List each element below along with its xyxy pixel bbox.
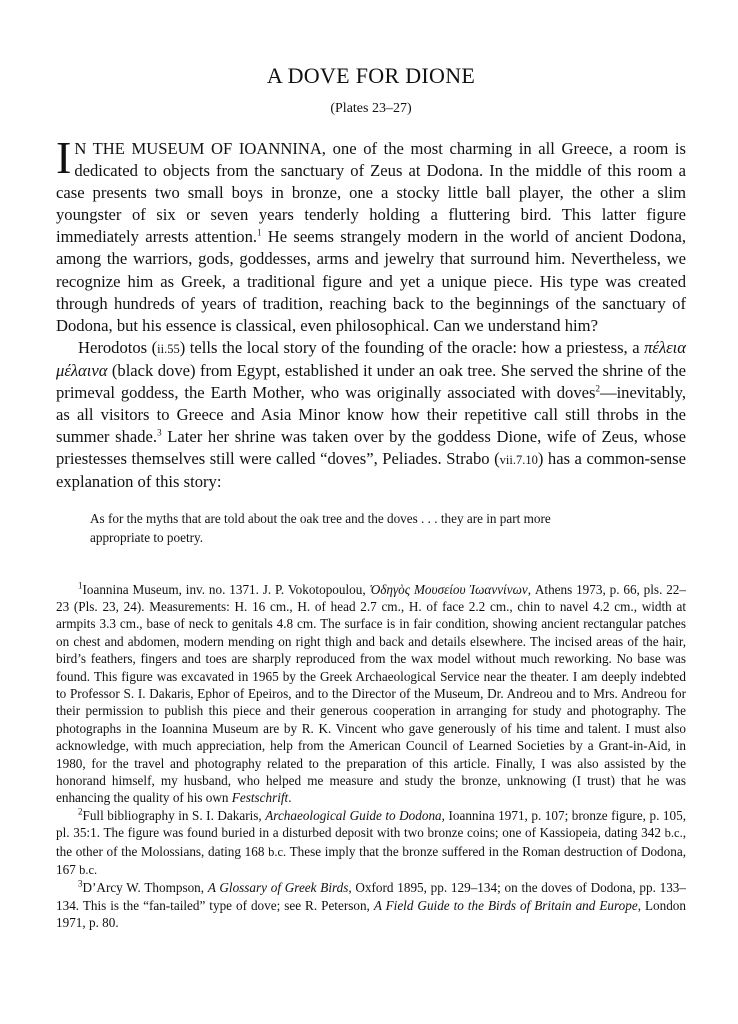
citation-herodotos: ii.55 bbox=[157, 341, 180, 356]
footnotes bbox=[56, 581, 686, 932]
drop-cap: I bbox=[56, 132, 72, 183]
article-title: A DOVE FOR DIONE bbox=[266, 63, 476, 88]
paragraph-2: Herodotos (ii.55) tells the local story of the founding of the oracle: how a priestess, a πέλεια μέλαινα (black dove) from Egypt, established it under an oak tree. She served the shrine of the primeval goddess, the Earth Mother, who was originally associated with doves$^2$—inevitably, as all visitors to Greece and Asia Minor know how their repetitive call still throbs in the summer shade.$^3$ Later her shrine was taken over by the goddess Dione, wife of Zeus, whose priestesses themselves still were called “doves”, Peliades. Strabo (vii.7.10) has a common-sense explanation of this story: bbox=[56, 337, 687, 492]
footnote-2: $^2$Full bibliography in S. I. Dakaris, Archaeological Guide to Dodona, Ioannina 1971, p. 107; bronze figure, p. 105, pl. 35:1. The figure was found buried in a disturbed deposit with two bronze coins; one of Kassiopeia, dating 342 b.c., the other of the Molossians, dating 168 b.c. These imply that the bronze suffered in the Roman destruction of Dodona, 167 b.c. bbox=[56, 806, 687, 877]
footnote-ref-1: 1 bbox=[257, 227, 262, 238]
article-page bbox=[56, 62, 686, 932]
block-quote: As for the myths that are told about the oak tree and the doves . . . they are in part more appropriate to poetry. bbox=[90, 510, 551, 545]
article-body bbox=[56, 132, 687, 547]
lead-in: N THE MUSEUM OF IOANNINA, bbox=[74, 139, 326, 158]
citation-strabo: vii.7.10 bbox=[499, 453, 538, 468]
footnote-1: $^1$Ioannina Museum, inv. no. 1371. J. P. Vokotopoulou, Ὁδηγὸς Μουσείου Ἰωαννίνων, Athens 1973, p. 66, pls. 22–23 (Pls. 23, 24). Measurements: H. 16 cm., H. of head 2.7 cm., H. of face 2.2 cm., chin to navel 4.2 cm., width at armpits 3.3 cm., base of neck to genitals 4.8 cm. The surface is in fair condition, showing ancient rectangular patches on chest and abdomen, modern mending on right thigh and back and details elsewhere. The incised areas of the hair, bird’s feathers, fingers and toes are sharply reproduced from the wax model without much reworking. No base was found. This figure was excavated in 1965 by the Greek Archaeological Service near the theater. I am deeply indebted to Professor S. I. Dakaris, Ephor of Epeiros, and to the Director of the Museum, Dr. Andreou and to Mrs. Andreou for their permission to publish this piece and their generous cooperation in arranging for study and photography. The photographs in the Ioannina Museum are by R. K. Vincent who gave generously of his time and talent. I must also acknowledge, with much appreciation, help from the American Council of Learned Societies by a Grant-in-Aid, in 1980, for the travel and photography related to the preparation of this article. Finally, I was also assisted by the honorand himself, my husband, who helped me measure and study the bronze, unknowing (I trust) that he was enhancing the quality of his own Festschrift. bbox=[56, 580, 686, 806]
footnote-3: $^3$D’Arcy W. Thompson, A Glossary of Greek Birds, Oxford 1895, pp. 129–134; on the doves of Dodona, pp. 133–134. This is the “fan-tailed” type of dove; see R. Peterson, A Field Guide to the Birds of Britain and Europe, London 1971, p. 80. bbox=[56, 879, 686, 931]
footnote-ref-2: 2 bbox=[595, 383, 600, 394]
paragraph-1: I N THE MUSEUM OF IOANNINA, one of the most charming in all Greece, a room is dedicated to objects from the sanctuary of Zeus at Dodona. In the middle of this room a case presents two small boys in bronze, one a stocky little ball player, the other a slim youngster of six or seven years tenderly holding a fluttering bird. This latter figure immediately arrests attention.$^1$ He seems strangely modern in the world of ancient Dodona, among the warriors, gods, goddesses, arms and jewelry that surround him. Nevertheless, we recognize him as Greek, a traditional figure and yet a unique piece. His type was created through hundreds of years of tradition, reaching back to the beginnings of the sanctuary of Dodona, but his essence is classical, even philosophical. Can we understand him? bbox=[56, 132, 687, 335]
footnote-ref-3: 3 bbox=[157, 427, 162, 438]
plates-reference: (Plates 23–27) bbox=[330, 101, 412, 116]
greek-phrase: πέλεια μέλαινα bbox=[56, 337, 686, 380]
